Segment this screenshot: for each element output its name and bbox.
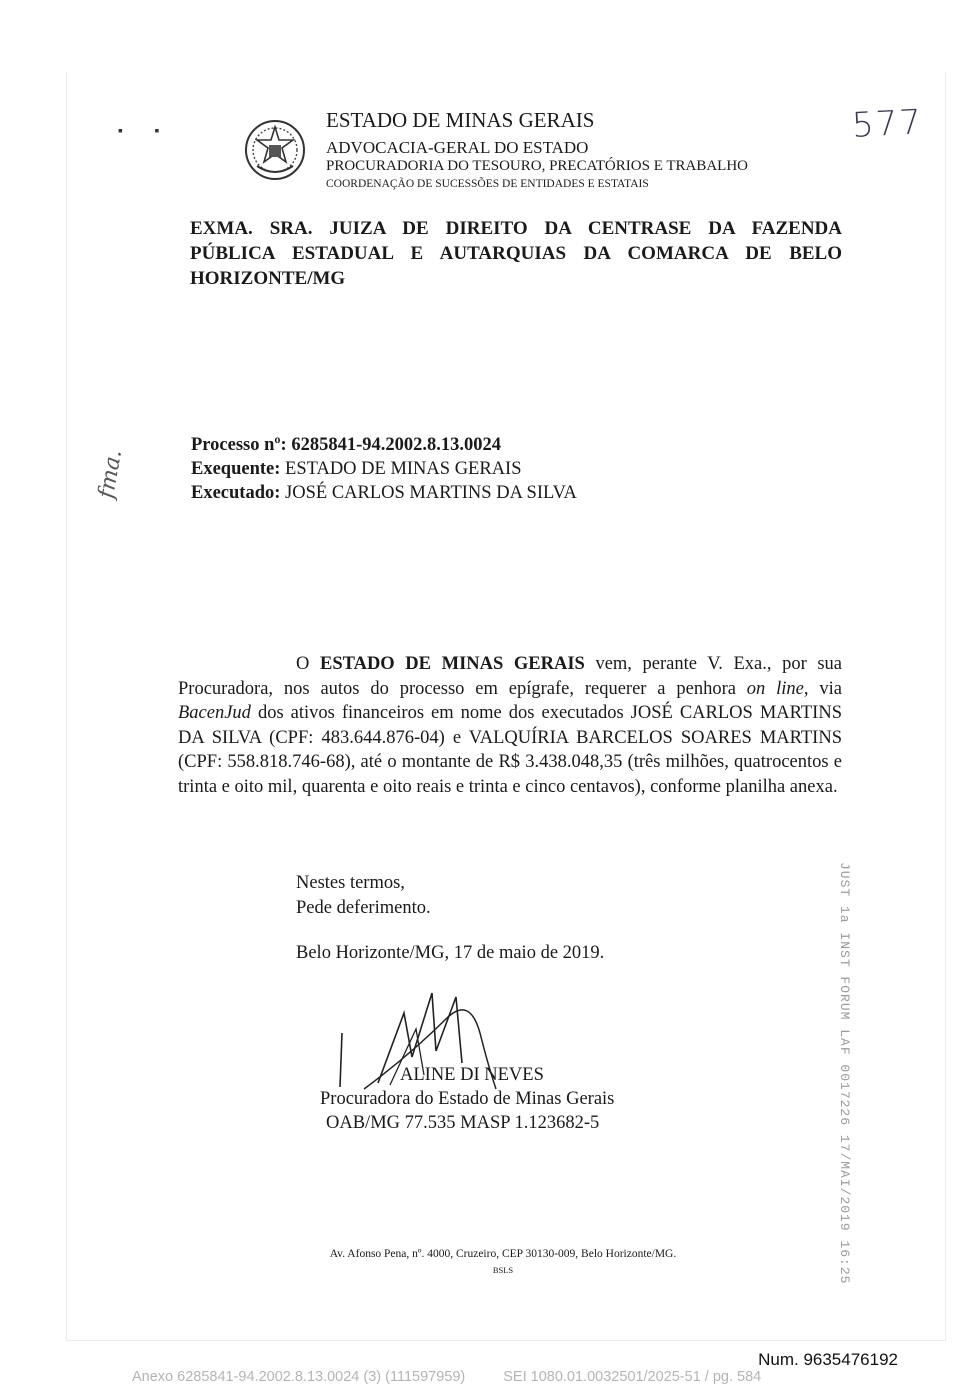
addressee-block [190,216,842,291]
executado-value: JOSÉ CARLOS MARTINS DA SILVA [285,483,577,503]
process-value: 6285841-94.2002.8.13.0024 [291,435,501,455]
exequente [191,459,522,480]
addressee-line: HORIZONTE/MG [190,268,346,289]
document-number: Num. 9635476192 [758,1350,898,1369]
scan-specks: ▪ ▪ [118,124,160,139]
signatory-title: Procuradora do Estado de Minas Gerais [320,1089,615,1109]
addressee-line: EXMA. SRA. JUIZA DE DIREITO DA CENTRASE DA FAZENDA [190,218,842,239]
place-date: Belo Horizonte/MG, 17 de maio de 2019. [296,943,605,963]
body-bacenjud: BacenJud [178,703,251,723]
body-text-3: dos ativos financeiros em nome dos executados JOSÉ CARLOS MARTINS DA SILVA (CPF: 483.644.876-04) e VALQUÍRIA BARCELOS SOARES MARTINS (CPF: 558.818.746-68), até o montante de R$ 3.438.048,35 (três milhões, quatrocentos e trinta e oito mil, quarenta e oito reais e trinta e cinco centavos), conforme planilha anexa. [178,703,842,797]
letterhead-state: ESTADO DE MINAS GERAIS [326,108,595,132]
footer-code: BSLS [492,1265,514,1275]
signatory-name: ALINE DI NEVES [400,1065,544,1085]
closing-line-1: Nestes termos, [296,873,405,893]
letterhead-department: PROCURADORIA DO TESOURO, PRECATÓRIOS E TRABALHO [326,158,748,174]
exequente-label: Exequente: [191,459,281,479]
margin-initials: fma. [94,447,128,501]
addressee-line: PÚBLICA ESTADUAL E AUTARQUIAS DA COMARCA DE BELO [190,243,842,264]
closing-line-2: Pede deferimento. [296,898,431,918]
signatory-registration: OAB/MG 77.535 MASP 1.123682-5 [326,1113,600,1133]
body-party: ESTADO DE MINAS GERAIS [319,654,585,674]
body-online: on line [746,678,804,699]
executado [191,483,577,504]
letterhead-coordination: COORDENAÇÃO DE SUCESSÕES DE ENTIDADES E ESTATAIS [326,178,649,190]
body-lead: O [296,654,320,674]
process-label: Processo nº: [191,435,287,455]
footer-address: Av. Afonso Pena, nº. 4000, Cruzeiro, CEP 30130-009, Belo Horizonte/MG. [329,1248,677,1260]
petition-paragraph [178,652,842,799]
handwritten-page-number: 577 [851,102,924,146]
body-text-1: vem, perante V. Exa., por sua Procuradora, nos autos do processo em epígrafe, requerer a penhora [178,654,842,699]
exequente-value: ESTADO DE MINAS GERAIS [285,459,522,479]
body-text-2: , via [803,678,842,699]
annex-left: Anexo 6285841-94.2002.8.13.0024 (3) (111597959) [132,1369,466,1385]
coat-of-arms-icon [243,118,307,182]
annex-reference [132,1369,761,1385]
letterhead-agency: ADVOCACIA-GERAL DO ESTADO [326,138,589,157]
process-number [191,435,501,456]
protocol-stamp: JUST 1a INST FORUM LAF 0017226 17/MAI/2019 16:25 [837,862,852,1285]
executado-label: Executado: [191,483,281,503]
annex-right: SEI 1080.01.0032501/2025-51 / pg. 584 [503,1369,762,1385]
